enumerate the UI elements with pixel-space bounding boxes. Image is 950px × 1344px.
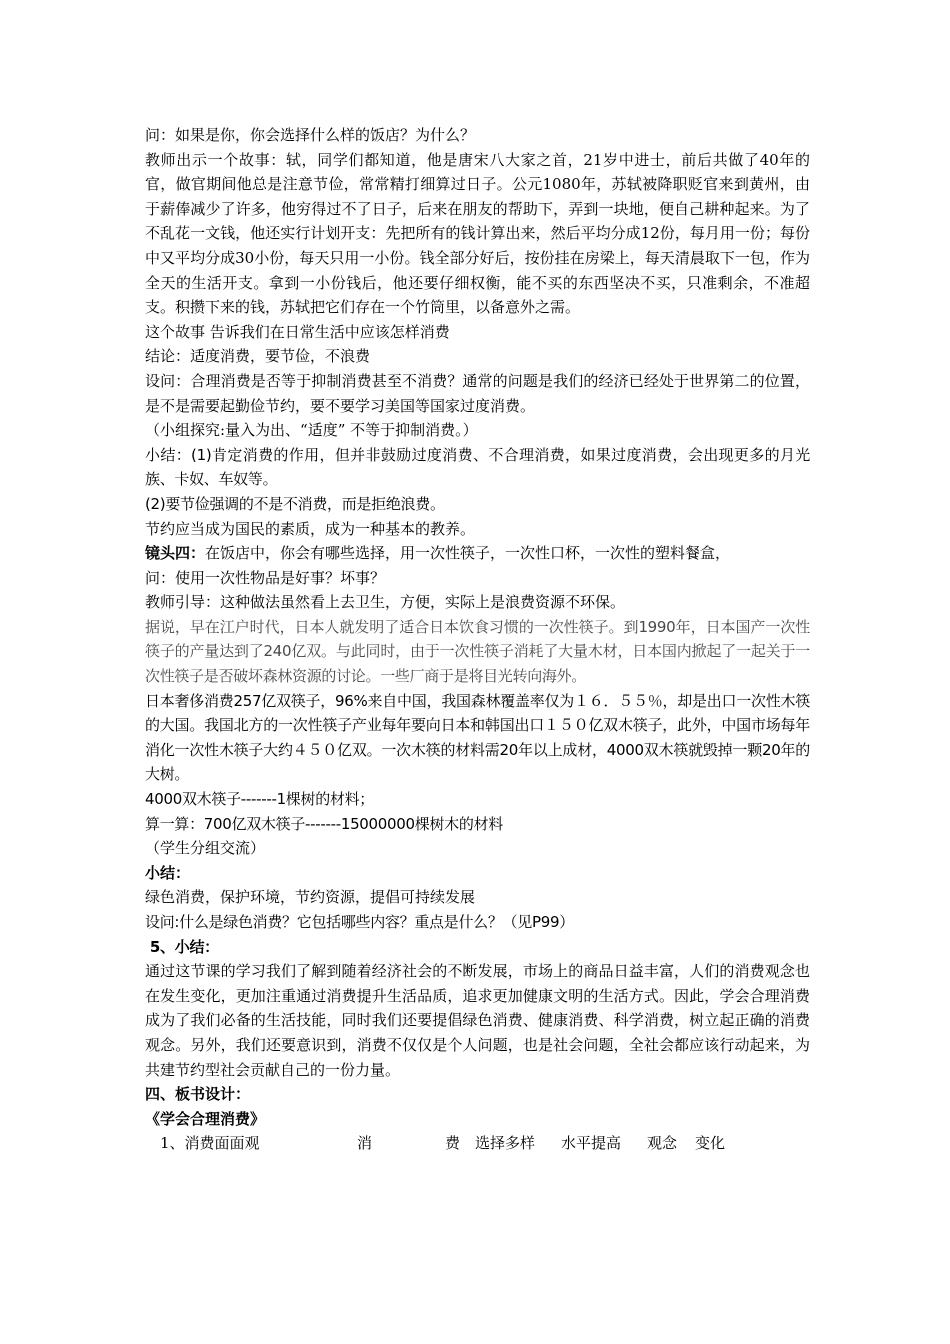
question-paragraph: 问：如果是你，你会选择什么样的饭店？为什么？ [145, 126, 476, 144]
conclusion-line: 结论：适度消费，要节俭，不浪费 [145, 347, 371, 366]
scene-four-label: 镜头四： [145, 544, 206, 563]
section-five-heading: 5、小结： [145, 937, 219, 956]
board-cell-6: 观念 [647, 1134, 678, 1153]
tree-equation: 4000双木筷子-------1棵树的材料； [145, 790, 375, 809]
board-cell-7: 变化 [695, 1134, 726, 1153]
chopsticks-statistics: 日本奢侈消费257亿双筷子，96%来自中国，我国森林覆盖率仅为１６．５５％，却是出口一次性木筷的大国。我国北方的一次性筷子产业每年要向日本和韩国出口１５０亿双木筷子，此外，中国市场每年消化一次性木筷子大约４５０亿双。一次木筷的材料需20年以上成材，4000双木筷就毁掉一颗20年的大树。 [145, 691, 810, 784]
scene-four-line [145, 541, 810, 566]
chopsticks-history: 据说，早在江户时代，日本人就发明了适合日本饮食习惯的一次性筷子。到1990年，日本国产一次性筷子的产量达到了240亿双。与此同时，由于一次性筷子消耗了大量木材，日本国内掀起了一起关于一次性筷子是否破坏森林资源的讨论。一些厂商于是将目光转向海外。 [145, 617, 810, 686]
summary-heading: 小结： [145, 863, 191, 882]
story-paragraph: 教师出示一个故事：轼，同学们都知道，他是唐宋八大家之首，21岁中进士，前后共做了40年的官，做官期间他总是注意节俭，常常精打细算过日子。公元1080年，苏轼被降职贬官来到黄州，由于薪俸减少了许多，他穷得过不了日子，后来在朋友的帮助下，弄到一块地，便自己耕种起来。为了不乱花一文钱，他还实行计划开支：先把所有的钱计算出来，然后平均分成12份，每月用一份；每份中又平均分成30小份，每天只用一小份。钱全部分好后，按份挂在房梁上，每天清晨取下一包，作为全天的生活开支。拿到一小份钱后，他还要仔细权衡，能不买的东西坚决不买，只准剩余，不准超支。积攒下来的钱，苏轼把它们存在一个竹筒里，以备意外之需。 [145, 150, 810, 317]
board-cell-2: 消 [357, 1134, 373, 1153]
calculation-line: 算一算：700亿双木筷子-------15000000棵树木的材料 [145, 814, 503, 833]
story-question: 这个故事 告诉我们在日常生活中应该怎样消费 [145, 322, 450, 341]
teacher-guide: 教师引导：这种做法虽然看上去卫生，方便，实际上是浪费资源不环保。 [145, 593, 626, 612]
summary-1: 小结：(1)肯定消费的作用，但并非鼓励过度消费、不合理消费，如果过度消费，会出现更多的月光族、卡奴、车奴等。 [145, 445, 810, 489]
lesson-summary: 通过这节课的学习我们了解到随着经济社会的不断发展，市场上的商品日益丰富，人们的消费观念也在发生变化，更加注重通过消费提升生活品质，追求更加健康文明的生活方式。因此，学会合理消费成为了我们必备的生活技能，同时我们还要提倡绿色消费、健康消费、科学消费，树立起正确的消费观念。另外，我们还要意识到，消费不仅仅是个人问题，也是社会问题，全社会都应该行动起来，为共建节约型社会贡献自己的一份力量。 [145, 962, 810, 1079]
board-cell-1: 1、消费面面观 [160, 1134, 260, 1153]
board-cell-5: 水平提高 [561, 1134, 622, 1153]
student-discussion: （学生分组交流） [145, 839, 266, 858]
board-row [145, 1131, 810, 1156]
scene-four-text: 在饭店中，你会有哪些选择，用一次性筷子，一次性口杯，一次性的塑料餐盒， [205, 544, 731, 563]
document-body [145, 123, 810, 1156]
group-inquiry: （小组探究:量入为出、“适度” 不等于抑制消费。） [145, 421, 478, 440]
board-cell-3: 费 [445, 1134, 461, 1153]
board-title: 《学会合理消费》 [145, 1109, 266, 1128]
board-cell-4: 选择多样 [475, 1134, 536, 1153]
board-design-heading: 四、板书设计： [145, 1085, 251, 1104]
green-consumption: 绿色消费，保护环境，节约资源，提倡可持续发展 [145, 888, 476, 907]
thrift-line: 节约应当成为国民的素质，成为一种基本的教养。 [145, 519, 476, 538]
question-paragraph-2: 设问：合理消费是否等于抑制消费甚至不消费？通常的问题是我们的经济已经处于世界第二的位置，是不是需要起勤俭节约，要不要学习美国等国家过度消费。 [145, 371, 810, 415]
green-question: 设问:什么是绿色消费？它包括哪些内容？重点是什么？（见P99） [145, 913, 574, 931]
summary-2: (2)要节俭强调的不是不消费，而是拒绝浪费。 [145, 494, 445, 513]
disposable-question: 问：使用一次性物品是好事？坏事？ [145, 568, 386, 587]
